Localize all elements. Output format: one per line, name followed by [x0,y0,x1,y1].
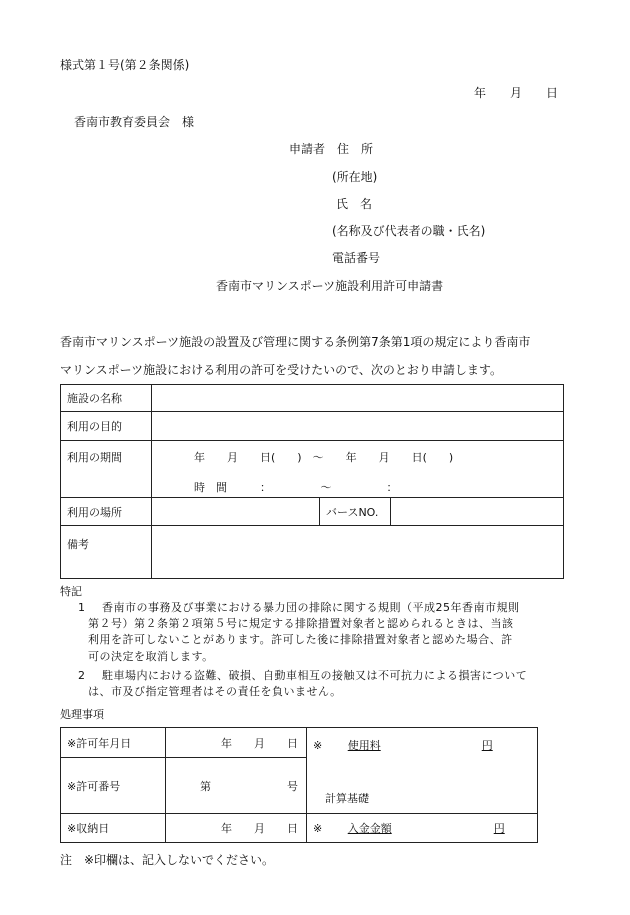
paid-unit: 円 [493,822,505,835]
fee-label: 使用料 [347,739,381,752]
table-row [61,526,564,579]
note-2-line-2: は、市及び指定管理者はその責任を負いません。 [88,685,342,698]
intro-line-2: マリンスポーツ施設における利用の許可を受けたいので、次のとおり申請します。 [60,363,502,377]
facility-name-label: 施設の名称 [61,385,152,412]
paid-label: 入金金額 [347,822,392,835]
note-1-line-4: 可の決定を取消します。 [88,650,214,663]
permit-number-label: ※許可番号 [61,758,166,814]
berth-label: バースNO. [320,498,391,525]
period-field[interactable] [152,441,564,498]
purpose-label: 利用の目的 [61,412,152,441]
table-row [61,728,538,758]
facility-name-field[interactable] [152,385,564,412]
note-1-number: 1 [78,601,85,614]
note-2-line-1: 駐車場内における盗難、破損、自動車相互の接触又は不可抗力による損害について [102,669,528,682]
permit-number-value [166,758,307,814]
table-row [61,441,564,498]
permit-number-suffix: 号 [287,779,298,793]
permit-date-value: 年 月 日 [166,728,307,758]
receipt-date-label: ※収納日 [61,814,166,843]
name-note: (名称及び代表者の職・氏名) [332,224,486,238]
table-row [61,385,564,412]
receipt-date-value: 年 月 日 [166,814,307,843]
application-table [60,384,564,579]
note-1-line-3: 利用を許可しないことがあります。許可した後に排除措置対象者と認めた場合、許 [88,633,513,646]
berth-field[interactable] [391,498,563,525]
remarks-label: 備考 [61,526,152,579]
berth-cell [320,498,564,526]
permit-number-prefix: 第 [200,779,211,793]
applicant-name-label: 氏 名 [336,197,373,211]
fee-mark: ※ [313,739,323,752]
phone-label: 電話番号 [332,251,381,265]
processing-table [60,727,538,843]
footer-note: 注 ※印欄は、記入しないでください。 [60,853,275,867]
applicant-address-label: 申請者 住 所 [289,142,374,156]
addressee: 香南市教育委員会 様 [74,115,195,129]
form-number: 様式第１号(第２条関係) [60,58,190,72]
period-label: 利用の期間 [61,441,152,498]
paid-mark: ※ [313,822,323,835]
fee-unit: 円 [481,739,493,752]
date-line: 年 月 日 [474,86,559,100]
note-2-number: 2 [78,669,85,682]
location-note: (所在地) [332,170,378,184]
basis-label: 計算基礎 [325,792,369,805]
table-row [61,814,538,843]
processing-heading: 処理事項 [60,708,104,721]
intro-line-1: 香南市マリンスポーツ施設の設置及び管理に関する条例第7条第1項の規定により香南市 [60,335,531,349]
place-label: 利用の場所 [61,498,152,526]
note-1-line-2: 第２号）第２条第２項第５号に規定する排除措置対象者と認められるときは、当該 [88,617,514,630]
fee-cell [307,728,538,814]
note-1-line-1: 香南市の事務及び事業における暴力団の排除に関する規則（平成25年香南市規則 [102,601,520,614]
permit-date-label: ※許可年月日 [61,728,166,758]
notes-heading: 特記 [60,585,82,598]
remarks-field[interactable] [152,526,564,579]
period-date: 年 月 日( ) ～ 年 月 日( ) [194,451,454,464]
table-row [61,498,564,526]
purpose-field[interactable] [152,412,564,441]
period-time: 時 間 ： ～ ： [194,481,398,494]
place-field[interactable] [152,498,320,526]
table-row [61,412,564,441]
document-title: 香南市マリンスポーツ施設利用許可申請書 [216,279,444,293]
paid-cell [307,814,538,843]
